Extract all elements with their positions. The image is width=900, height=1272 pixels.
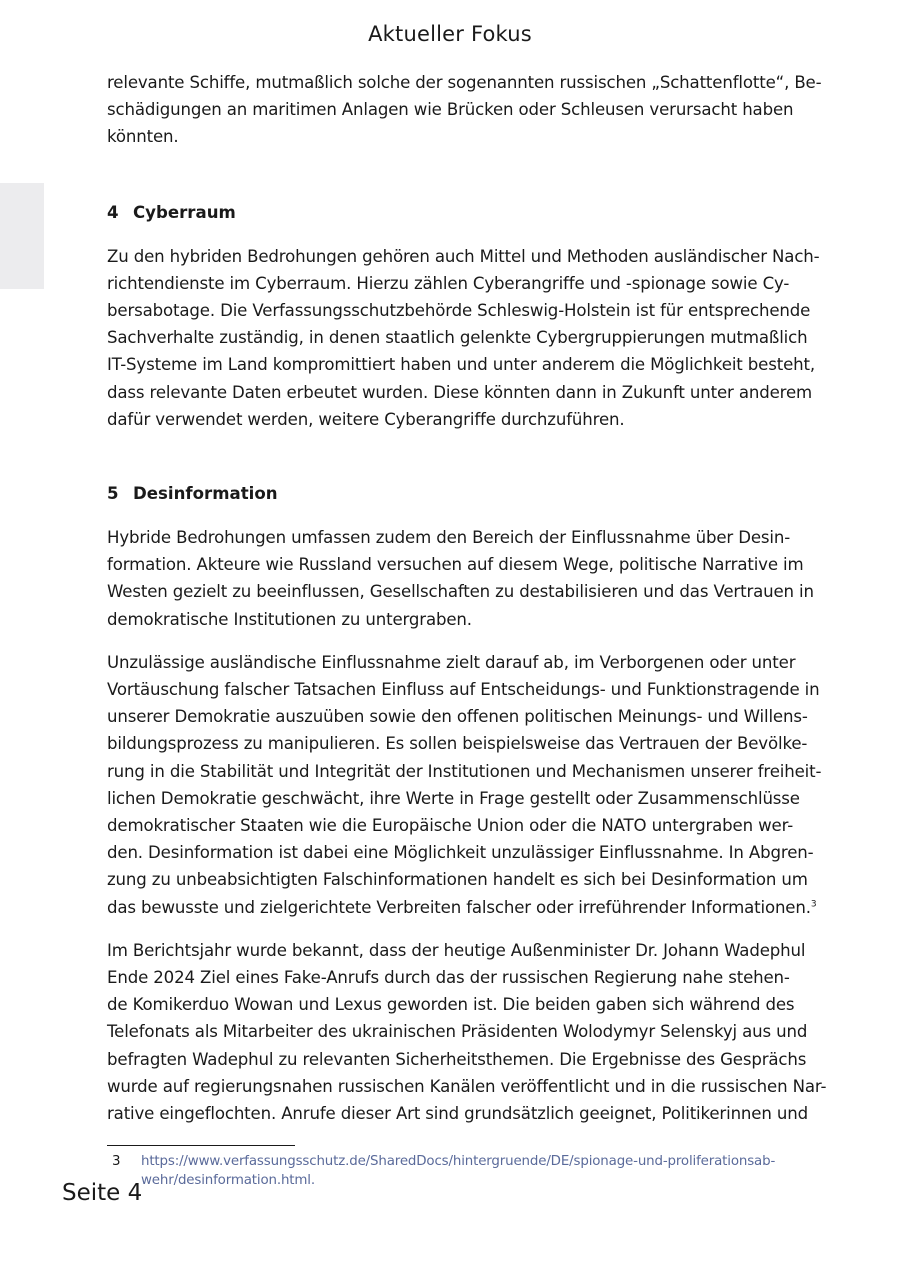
text-line: IT-Systeme im Land kompromittiert haben und unter anderem die Möglichkeit besteht, (107, 355, 815, 375)
text-line: könnten. (107, 127, 179, 147)
section-5-heading (107, 481, 837, 507)
text-line: unserer Demokratie auszuüben sowie den offenen politischen Meinungs- und Willens- (107, 707, 808, 727)
section-number: 4 (107, 202, 119, 222)
text-line: demokratischer Staaten wie die Europäische Union oder die NATO untergraben wer- (107, 816, 794, 836)
text-line: schädigungen an maritimen Anlagen wie Brücken oder Schleusen verursacht haben (107, 100, 794, 120)
text-line: de Komikerduo Wowan und Lexus geworden ist. Die beiden gaben sich während des (107, 995, 795, 1015)
page-content (107, 69, 837, 1127)
text-line: Westen gezielt zu beeinflussen, Gesellschaften zu destabilisieren und das Vertrauen in (107, 582, 814, 602)
side-tab-marker (0, 183, 44, 289)
section-4-heading (107, 200, 837, 226)
footnote-link-line[interactable]: wehr/desinformation.html. (141, 1173, 315, 1188)
text-line: lichen Demokratie geschwächt, ihre Werte in Frage gestellt oder Zusammenschlüsse (107, 788, 800, 808)
section-title: Cyberraum (133, 202, 236, 222)
footnote-link[interactable] (141, 1152, 837, 1190)
section-4-paragraph (107, 243, 837, 433)
text-line: rung in die Stabilität und Integrität der Institutionen und Mechanismen unserer freiheit- (107, 761, 822, 781)
intro-paragraph (107, 69, 837, 151)
footnote-number: 3 (112, 1154, 121, 1169)
text-line: Hybride Bedrohungen umfassen zudem den Bereich der Einflussnahme über Desin- (107, 528, 791, 548)
text-line: dafür verwendet werden, weitere Cyberangriffe durchzuführen. (107, 409, 625, 429)
text-line: Unzulässige ausländische Einflussnahme zielt darauf ab, im Verborgenen oder unter (107, 652, 796, 672)
footnote-reference[interactable]: 3 (810, 899, 817, 910)
text-line: rative eingeflochten. Anrufe dieser Art sind grundsätzlich geeignet, Politikerinnen und (107, 1104, 808, 1124)
text-line: Sachverhalte zuständig, in denen staatlich gelenkte Cybergruppierungen mutmaßlich (107, 328, 808, 348)
text-line: Vortäuschung falscher Tatsachen Einfluss auf Entscheidungs- und Funktionstragende in (107, 680, 820, 700)
page-header-title: Aktueller Fokus (368, 22, 532, 46)
page-number: Seite 4 (62, 1180, 143, 1206)
footnote (107, 1152, 837, 1190)
text-line: Telefonats als Mitarbeiter des ukrainischen Präsidenten Wolodymyr Selenskyj aus und (107, 1022, 808, 1042)
section-5-paragraph-3 (107, 937, 837, 1127)
text-line: formation. Akteure wie Russland versuchen auf diesem Wege, politische Narrative im (107, 555, 804, 575)
text-line: richtendienste im Cyberraum. Hierzu zählen Cyberangriffe und -spionage sowie Cy- (107, 273, 790, 293)
text-line: das bewusste und zielgerichtete Verbreiten falscher oder irreführender Informationen. (107, 897, 811, 917)
text-line: bildungsprozess zu manipulieren. Es sollen beispielsweise das Vertrauen der Bevölke- (107, 734, 808, 754)
text-line: Im Berichtsjahr wurde bekannt, dass der heutige Außenminister Dr. Johann Wadephul (107, 940, 806, 960)
text-line: bersabotage. Die Verfassungsschutzbehörde Schleswig-Holstein ist für entsprechende (107, 301, 811, 321)
text-line: Zu den hybriden Bedrohungen gehören auch Mittel und Methoden ausländischer Nach- (107, 246, 820, 266)
section-5-paragraph-2 (107, 649, 837, 921)
text-line: dass relevante Daten erbeutet wurden. Diese könnten dann in Zukunft unter anderem (107, 382, 813, 402)
text-line: wurde auf regierungsnahen russischen Kanälen veröffentlicht und in die russischen Nar- (107, 1076, 827, 1096)
section-5-paragraph-1 (107, 524, 837, 633)
text-line: den. Desinformation ist dabei eine Möglichkeit unzulässiger Einflussnahme. In Abgren- (107, 843, 814, 863)
footnote-divider (107, 1145, 295, 1146)
text-line: befragten Wadephul zu relevanten Sicherheitsthemen. Die Ergebnisse des Gesprächs (107, 1049, 807, 1069)
footnote-link-line[interactable]: https://www.verfassungsschutz.de/SharedDocs/hintergruende/DE/spionage-und-proliferationsab- (141, 1154, 776, 1169)
text-line: zung zu unbeabsichtigten Falschinformationen handelt es sich bei Desinformation um (107, 870, 808, 890)
text-line: relevante Schiffe, mutmaßlich solche der sogenannten russischen „Schattenflotte“, Be- (107, 73, 822, 92)
text-line: demokratische Institutionen zu untergraben. (107, 609, 472, 629)
section-number: 5 (107, 484, 119, 504)
section-title: Desinformation (133, 484, 278, 504)
text-line: Ende 2024 Ziel eines Fake-Anrufs durch das der russischen Regierung nahe stehen- (107, 968, 790, 988)
